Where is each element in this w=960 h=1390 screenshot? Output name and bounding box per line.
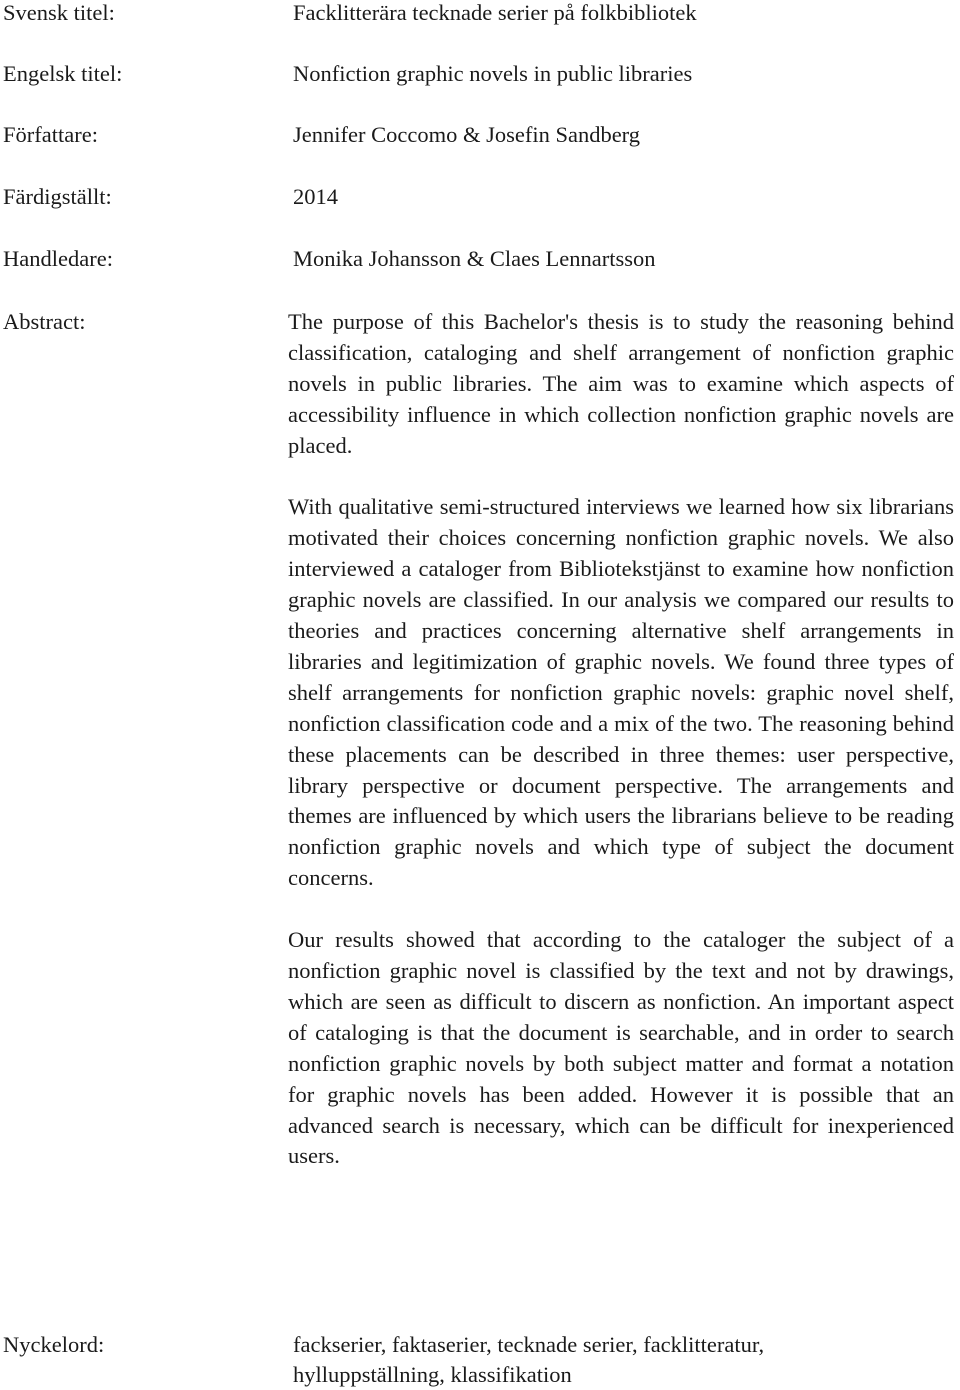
supervisors-label: Handledare: xyxy=(3,246,113,271)
abstract-paragraph-1: The purpose of this Bachelor's thesis is to study the reasoning behind classification, cataloging and shelf arrangement of nonfiction graphic novels in public libraries. The aim was to examine which aspects of accessibility influence in which collection nonfiction graphic novels are placed. xyxy=(288,309,954,458)
keywords-line-1: fackserier, faktaserier, tecknade serier, facklitteratur, xyxy=(293,1332,765,1357)
abstract-paragraph-2: With qualitative semi-structured interviews we learned how six librarians motivated their choices concerning nonfiction graphic novels. We also interviewed a cataloger from Bibliotekstjänst to examine how nonfiction graphic novels are classified. In our analysis we compared our results to theories and practices concerning alternative shelf arrangements in libraries and legitimization of graphic novels. We found three types of shelf arrangements for nonfiction graphic novels: graphic novel shelf, nonfiction classification code and a mix of the two. The reasoning behind these placements can be described in three themes: user perspective, library perspective or document perspective. The arrangements and themes are influenced by which users the librarians believe to be reading nonfiction graphic novels and which type of subject the document concerns. xyxy=(288,494,954,891)
authors-label: Författare: xyxy=(3,122,98,147)
authors-value: Jennifer Coccomo & Josefin Sandberg xyxy=(293,122,641,147)
swedish-title-value: Facklitterära tecknade serier på folkbibliotek xyxy=(293,0,697,25)
supervisors-value: Monika Johansson & Claes Lennartsson xyxy=(293,246,656,271)
keywords-line-2: hylluppställning, klassifikation xyxy=(293,1362,572,1387)
swedish-title-label: Svensk titel: xyxy=(3,0,115,25)
english-title-value: Nonfiction graphic novels in public libraries xyxy=(293,61,693,86)
completed-label: Färdigställt: xyxy=(3,184,112,209)
keywords-value xyxy=(293,1330,933,1390)
english-title-label: Engelsk titel: xyxy=(3,61,123,86)
abstract-body xyxy=(288,307,954,1172)
completed-value: 2014 xyxy=(293,184,338,209)
keywords-label: Nyckelord: xyxy=(3,1332,105,1357)
abstract-paragraph-3: Our results showed that according to the cataloger the subject of a nonfiction graphic novel is classified by the text and not by drawings, which are seen as difficult to discern as nonfiction. An important aspect of cataloging is that the document is searchable, and in order to search nonfiction graphic novels by both subject matter and format a notation for graphic novels has been added. However it is possible that an advanced search is necessary, which can be difficult for inexperienced users. xyxy=(288,927,954,1169)
abstract-label: Abstract: xyxy=(3,309,86,334)
